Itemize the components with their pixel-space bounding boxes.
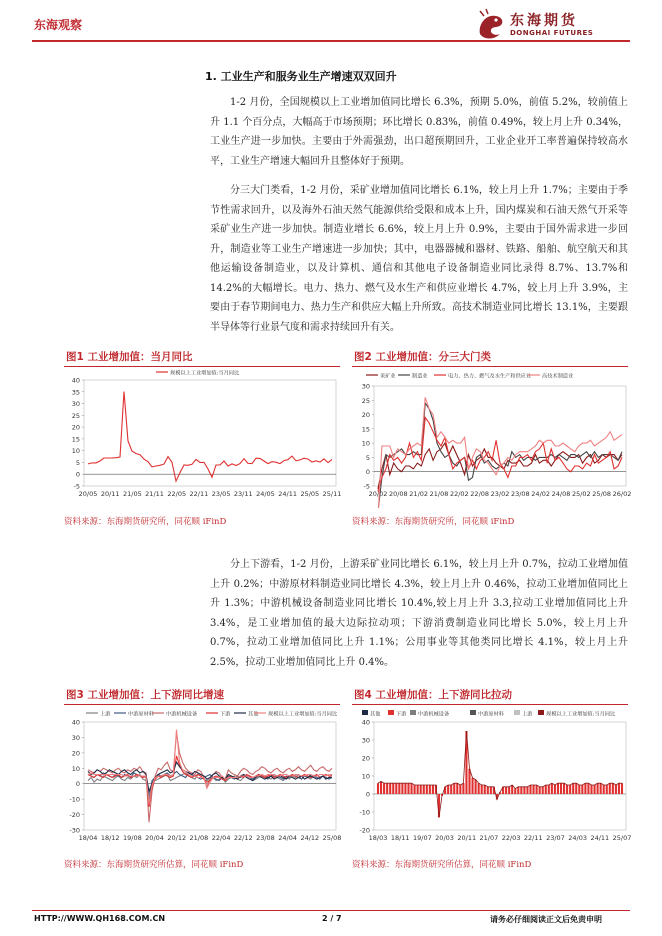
logo-text-en: DONGHAI FUTURES <box>510 29 594 37</box>
x-tick-label: 22/04 <box>211 834 231 842</box>
figure-1-rule <box>64 366 340 367</box>
y-tick-label: -20 <box>69 811 80 820</box>
legend-label: 中游机械设备 <box>166 711 198 718</box>
x-tick-label: 18/03 <box>368 834 388 842</box>
bar <box>404 783 406 794</box>
bar <box>386 783 388 794</box>
x-tick-label: 21/11 <box>145 490 164 498</box>
bar <box>560 783 562 794</box>
bar <box>523 787 525 794</box>
bar <box>429 785 431 794</box>
bar <box>618 783 620 794</box>
bar <box>377 783 379 794</box>
footer-divider <box>32 910 630 911</box>
legend-swatch <box>470 710 476 715</box>
x-tick-label: 21/07 <box>479 834 499 842</box>
figure-1-chart <box>60 368 344 508</box>
bar <box>517 787 519 794</box>
footer-disclaimer: 请务必仔细阅读正文后免责申明 <box>490 915 602 924</box>
x-tick-label: 25/08 <box>592 490 612 498</box>
y-tick-label: 10 <box>361 439 370 448</box>
x-tick-label: 22/03 <box>501 834 521 842</box>
y-tick-label: 5 <box>75 458 80 467</box>
x-tick-label: 20/04 <box>145 834 164 842</box>
figure-3-rule <box>64 704 340 705</box>
bar <box>615 785 617 794</box>
y-tick-label: 10 <box>71 447 80 456</box>
bar <box>572 783 574 794</box>
y-tick-label: 20 <box>361 411 370 420</box>
legend-label: 中游原材料 <box>478 711 504 718</box>
y-tick-label: 15 <box>361 425 370 434</box>
x-tick-label: 22/11 <box>189 490 209 498</box>
x-tick-label: 18/11 <box>390 834 410 842</box>
bar <box>487 787 489 794</box>
x-tick-label: 24/02 <box>531 490 551 498</box>
y-tick-label: 0 <box>365 468 370 477</box>
figure-2-title: 图2 工业增加值：分三大门类 <box>354 351 491 363</box>
x-tick-label: 24/11 <box>278 490 298 498</box>
bar <box>392 783 394 794</box>
paragraph-1: 1-2 月份，全国规模以上工业增加值同比增长 6.3%，预期 5.0%，前值 5.2%，较前值上升 1.1 个百分点，大幅高于市场预期；环比增长 0.83%，前值 0.49%，较上月上升 0.34%，工业生产进一步加快。主要由于外需强劲，出口超预期回升，工业企业开工率普遍保持较高水平，工业生产增速大幅回升且整体好于预期。 <box>210 97 628 167</box>
y-tick-label: 25 <box>71 411 80 420</box>
y-tick-label: 25 <box>361 396 370 405</box>
legend-label: 其他 <box>370 711 381 718</box>
series-line <box>88 392 332 482</box>
figure-2-chart <box>350 368 634 508</box>
bar <box>563 783 565 794</box>
bar <box>389 783 391 794</box>
legend-label: 其他 <box>248 711 259 718</box>
bar <box>471 778 473 794</box>
x-tick-label: 20/12 <box>167 834 187 842</box>
figure-1-source: 资料来源：东海期货研究所，同花顺 iFinD <box>64 517 227 527</box>
x-tick-label: 21/08 <box>429 490 449 498</box>
plot-frame <box>374 722 626 830</box>
legend-label: 高技术制造业 <box>542 373 574 380</box>
bar <box>545 785 547 794</box>
bar <box>447 785 449 794</box>
paragraph-3: 分上下游看，1-2 月份，上游采矿业同比增长 6.1%，较上月上升 0.7%，拉动工业增加值上升 0.2%；中游原材料制造业同比增长 4.3%，较上月上升 0.46%，拉动工业增加值同比上升 1.3%；中游机械设备制造业同比增长 10.4%,较上月上升 3.3,拉动工业增加值同比上升 3.4%，是工业增加值的最大边际拉动项；下游消费制造业同比增长 5.0%，较上月上升 0.7%，拉动工业增加值同比上升 1.1%；公用事业等其他类同比增长 4.1%，较上月上升 2.5%，拉动工业增加值同比上升 0.4%。 <box>210 559 628 668</box>
bar <box>548 785 550 794</box>
bar <box>426 785 428 794</box>
bar <box>529 785 531 794</box>
bar <box>478 783 480 794</box>
bar <box>581 785 583 794</box>
footer-url[interactable]: HTTP://WWW.QH168.COM.CN <box>34 914 166 923</box>
legend-swatch <box>388 710 394 715</box>
legend-label: 采矿业 <box>380 373 396 380</box>
x-tick-label: 22/11 <box>523 834 543 842</box>
legend-label: 规模以上工业增加值:当月同比 <box>268 711 338 718</box>
bar <box>468 769 470 794</box>
x-tick-label: 24/05 <box>256 490 275 498</box>
bar <box>578 785 580 794</box>
total-line <box>378 731 622 817</box>
y-tick-label: 30 <box>71 400 80 409</box>
bar <box>432 785 434 794</box>
legend-label: 中游原材料 <box>128 711 154 718</box>
y-tick-label: -30 <box>69 826 80 835</box>
y-tick-label: 40 <box>361 718 370 727</box>
legend-label: 上游 <box>100 711 111 718</box>
bar <box>566 785 568 794</box>
bar <box>383 783 385 794</box>
plot-frame <box>374 386 626 486</box>
x-tick-label: 20/11 <box>457 834 477 842</box>
x-tick-label: 23/02 <box>490 490 510 498</box>
figure-4-title: 图4 工业增加值：上下游同比拉动 <box>354 689 512 701</box>
bar <box>593 785 595 794</box>
x-tick-label: 20/08 <box>388 490 408 498</box>
legend-label: 电力、热力、燃气及水生产和供应业 <box>448 373 532 380</box>
x-tick-label: 22/02 <box>449 490 469 498</box>
legend-label: 下游 <box>220 711 231 718</box>
y-tick-label: 10 <box>361 772 370 781</box>
bar <box>514 789 516 794</box>
bar <box>420 785 422 794</box>
y-tick-label: -10 <box>359 808 370 817</box>
y-tick-label: 40 <box>71 376 80 385</box>
x-tick-label: 20/05 <box>78 490 98 498</box>
bar <box>609 783 611 794</box>
x-tick-label: 24/04 <box>278 834 298 842</box>
bar <box>456 783 458 794</box>
legend-swatch <box>538 710 544 715</box>
bar <box>542 787 544 794</box>
x-tick-label: 25/08 <box>322 834 342 842</box>
bar <box>407 783 409 794</box>
logo-text-cn: 东海期货 <box>510 13 578 29</box>
legend-label: 中游机械设备 <box>418 711 450 718</box>
bar <box>536 785 538 794</box>
bar <box>603 785 605 794</box>
bar <box>612 783 614 794</box>
y-tick-label: 5 <box>365 453 370 462</box>
bar <box>539 787 541 794</box>
bar <box>490 787 492 794</box>
body-text-block-2 <box>210 555 628 672</box>
x-tick-label: 22/08 <box>470 490 490 498</box>
x-tick-label: 20/03 <box>435 834 454 842</box>
page-number: 2 / 7 <box>322 914 342 923</box>
y-tick-label: 30 <box>71 733 80 742</box>
bar <box>569 785 571 794</box>
x-tick-label: 25/11 <box>322 490 342 498</box>
bar <box>481 785 483 794</box>
legend-label: 制造业 <box>412 373 428 380</box>
y-tick-label: 0 <box>365 790 370 799</box>
x-tick-label: 23/07 <box>546 834 565 842</box>
bar <box>600 783 602 794</box>
y-tick-label: 30 <box>361 382 370 391</box>
bar <box>401 783 403 794</box>
bar <box>584 783 586 794</box>
x-tick-label: 24/12 <box>300 834 320 842</box>
x-tick-label: 19/07 <box>412 834 432 842</box>
y-tick-label: 0 <box>75 470 80 479</box>
bar <box>453 783 455 794</box>
x-tick-label: 18/12 <box>100 834 120 842</box>
x-tick-label: 25/07 <box>612 834 632 842</box>
figure-4-source: 资料来源：东海期货研究所估算，同花顺 iFinD <box>352 860 532 870</box>
bar <box>450 785 452 794</box>
x-tick-label: 26/02 <box>612 490 632 498</box>
figure-1-title: 图1 工业增加值：当月同比 <box>66 351 193 363</box>
bar <box>462 783 464 794</box>
bar <box>508 787 510 794</box>
logo <box>470 8 630 42</box>
legend-swatch <box>362 710 368 715</box>
y-tick-label: 20 <box>71 749 80 758</box>
bar <box>590 785 592 794</box>
bar <box>417 785 419 794</box>
bar <box>484 785 486 794</box>
bar <box>554 785 556 794</box>
y-tick-label: 10 <box>71 764 80 773</box>
bar <box>380 781 382 794</box>
bar <box>395 783 397 794</box>
header-divider <box>32 40 630 42</box>
section-title: 东海观察 <box>34 18 83 32</box>
bar <box>414 785 416 794</box>
legend-label: 上游 <box>522 711 533 718</box>
x-tick-label: 20/11 <box>100 490 120 498</box>
y-tick-label: -20 <box>359 826 370 835</box>
figure-4-rule <box>352 704 628 705</box>
y-tick-label: 35 <box>71 388 80 397</box>
x-tick-label: 23/08 <box>510 490 530 498</box>
y-tick-label: 20 <box>71 423 80 432</box>
figure-2-source: 资料来源：东海期货研究所，同花顺 iFinD <box>352 517 515 527</box>
plot-frame <box>84 722 336 830</box>
bar <box>410 783 412 794</box>
x-tick-label: 19/08 <box>122 834 142 842</box>
y-tick-label: 30 <box>361 736 370 745</box>
legend-label: 规模以上工业增加值:当月同比 <box>546 711 616 718</box>
x-tick-label: 23/05 <box>211 490 231 498</box>
series-line <box>88 730 332 804</box>
x-tick-label: 24/08 <box>551 490 571 498</box>
bar <box>606 785 608 794</box>
figure-4-chart <box>350 706 634 852</box>
bar <box>398 783 400 794</box>
y-tick-label: -5 <box>363 482 370 491</box>
dragon-logo-icon <box>474 8 508 42</box>
x-tick-label: 20/02 <box>368 490 388 498</box>
x-tick-label: 21/08 <box>189 834 209 842</box>
y-tick-label: 0 <box>75 780 80 789</box>
y-tick-label: 40 <box>71 718 80 727</box>
x-tick-label: 23/08 <box>256 834 275 842</box>
legend-swatch <box>410 710 416 715</box>
bar <box>532 785 534 794</box>
x-tick-label: 24/11 <box>590 834 610 842</box>
y-tick-label: -10 <box>69 795 80 804</box>
bar <box>551 783 553 794</box>
series-line <box>378 417 622 491</box>
y-tick-label: -5 <box>73 482 80 491</box>
bar <box>587 783 589 794</box>
figure-3-title: 图3 工业增加值：上下游同比增速 <box>66 689 224 701</box>
bar <box>475 780 477 794</box>
x-tick-label: 25/02 <box>571 490 591 498</box>
bar <box>459 785 461 794</box>
body-text-block-1 <box>210 93 628 337</box>
bar <box>575 783 577 794</box>
x-tick-label: 23/11 <box>233 490 253 498</box>
legend-swatch <box>514 710 520 715</box>
bar <box>526 787 528 794</box>
x-tick-label: 18/04 <box>78 834 98 842</box>
x-tick-label: 22/12 <box>233 834 253 842</box>
bar <box>423 785 425 794</box>
x-tick-label: 22/05 <box>167 490 187 498</box>
section-heading: 1. 工业生产和服务业生产增速双双回升 <box>205 70 397 83</box>
bar <box>520 787 522 794</box>
figure-3-chart <box>60 706 344 852</box>
y-tick-label: 20 <box>361 754 370 763</box>
bar <box>557 783 559 794</box>
x-tick-label: 24/03 <box>568 834 588 842</box>
bar <box>597 783 599 794</box>
legend-label: 下游 <box>396 711 407 718</box>
figure-2-rule <box>352 366 628 367</box>
paragraph-2: 分三大门类看，1-2 月份，采矿业增加值同比增长 6.1%，较上月上升 1.7%；主要由于季节性需求回升，以及海外石油天然气能源供给受限和成本上升，国内煤炭和石油天然气开采等采矿业生产进一步加快。制造业增长 6.6%，较上月上升 0.9%，主要由于国外需求进一步回升，制造业等工业生产增速进一步加快；其中，电器器械和器材、铁路、船舶、航空航天和其他运输设备制造业，以及计算机、通信和其他电子设备制造业同比录得 8.7%、13.7%和 14.2%的大幅增长。电力、热力、燃气及水生产和供应业增长 4.7%，较上月上升 3.9%，主要由于春节期间电力、热力生产和供应大幅上升所致。高技术制造业同比增长 13.1%，主要跟半导体等行业景气度和需求持续回升有关。 <box>210 185 628 333</box>
bar <box>505 787 507 794</box>
x-tick-label: 21/02 <box>409 490 429 498</box>
bar <box>621 783 623 794</box>
x-tick-label: 21/05 <box>122 490 142 498</box>
legend-label: 规模以上工业增加值:当月同比 <box>170 370 240 377</box>
y-tick-label: 15 <box>71 435 80 444</box>
figure-3-source: 资料来源：东海期货研究所估算，同花顺 iFinD <box>64 860 244 870</box>
x-tick-label: 25/05 <box>300 490 320 498</box>
